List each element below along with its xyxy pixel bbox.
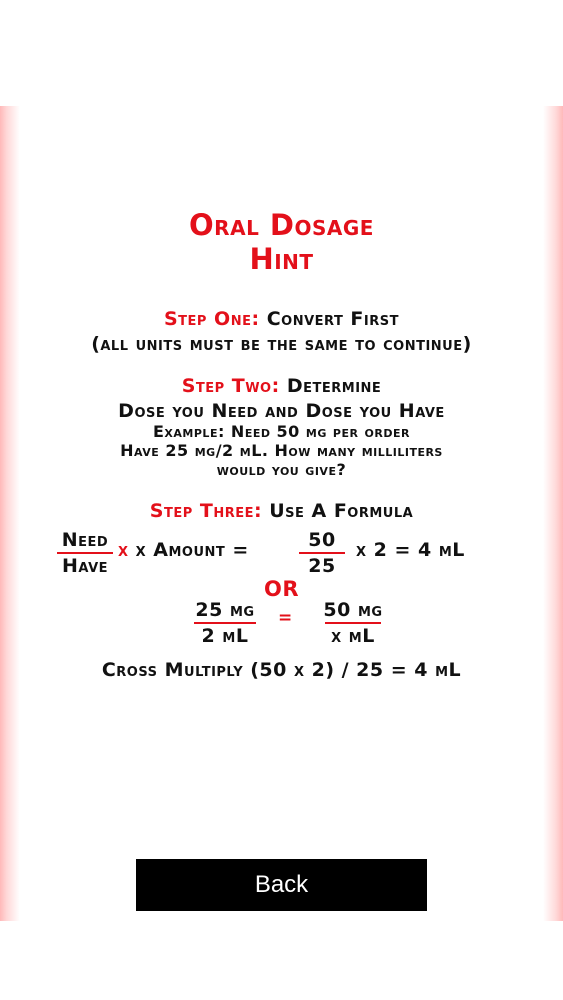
formula1-result: x 2 = 4 mL xyxy=(356,539,465,561)
fraction-bar xyxy=(57,552,113,554)
step-two-heading xyxy=(0,374,563,398)
example-line3: would you give? xyxy=(216,460,347,479)
step-one-note: (all units must be the same to continue) xyxy=(91,333,472,355)
value-numerator: 50 xyxy=(308,529,336,551)
cross-multiply-line: Cross Multiply (50 x 2) / 25 = 4 mL xyxy=(101,659,462,681)
step-three-heading xyxy=(0,499,563,523)
step-three-text: Use A Formula xyxy=(269,500,414,522)
step-one-label: Step One: xyxy=(163,308,260,330)
value-denominator: 25 xyxy=(308,555,336,577)
right-ratio-numerator: 50 mg xyxy=(323,599,383,621)
need-have-fraction xyxy=(54,529,116,577)
step-two-line2: Dose you Need and Dose you Have xyxy=(118,400,445,422)
value-fraction xyxy=(296,529,348,577)
step-one-text: Convert First xyxy=(266,308,399,330)
back-button[interactable]: Back xyxy=(136,859,427,911)
need-label: Need xyxy=(61,529,109,551)
page-title-line1: Oral Dosage xyxy=(189,208,374,242)
equals-sign: = xyxy=(278,608,293,628)
step-two-text: Determine xyxy=(286,375,382,397)
amount-label: x Amount = xyxy=(135,539,249,561)
left-ratio-numerator: 25 mg xyxy=(195,599,255,621)
page-title-line2: Hint xyxy=(249,242,314,276)
or-label: OR xyxy=(263,577,300,601)
step-one-heading xyxy=(0,307,563,331)
step-three-label: Step Three: xyxy=(149,500,263,522)
times-sign: x xyxy=(118,539,129,561)
fraction-bar xyxy=(194,622,256,624)
step-two-label: Step Two: xyxy=(181,375,280,397)
right-ratio-denominator: x mL xyxy=(331,625,375,647)
example-line1: Example: Need 50 mg per order xyxy=(153,422,410,441)
left-ratio-denominator: 2 mL xyxy=(201,625,249,647)
fraction-bar xyxy=(325,622,381,624)
right-ratio-fraction xyxy=(312,599,394,647)
have-label: Have xyxy=(61,555,109,577)
times-amount xyxy=(118,539,249,561)
fraction-bar xyxy=(299,552,345,554)
example-line2: Have 25 mg/2 mL. How many milliliters xyxy=(120,441,443,460)
left-ratio-fraction xyxy=(184,599,266,647)
